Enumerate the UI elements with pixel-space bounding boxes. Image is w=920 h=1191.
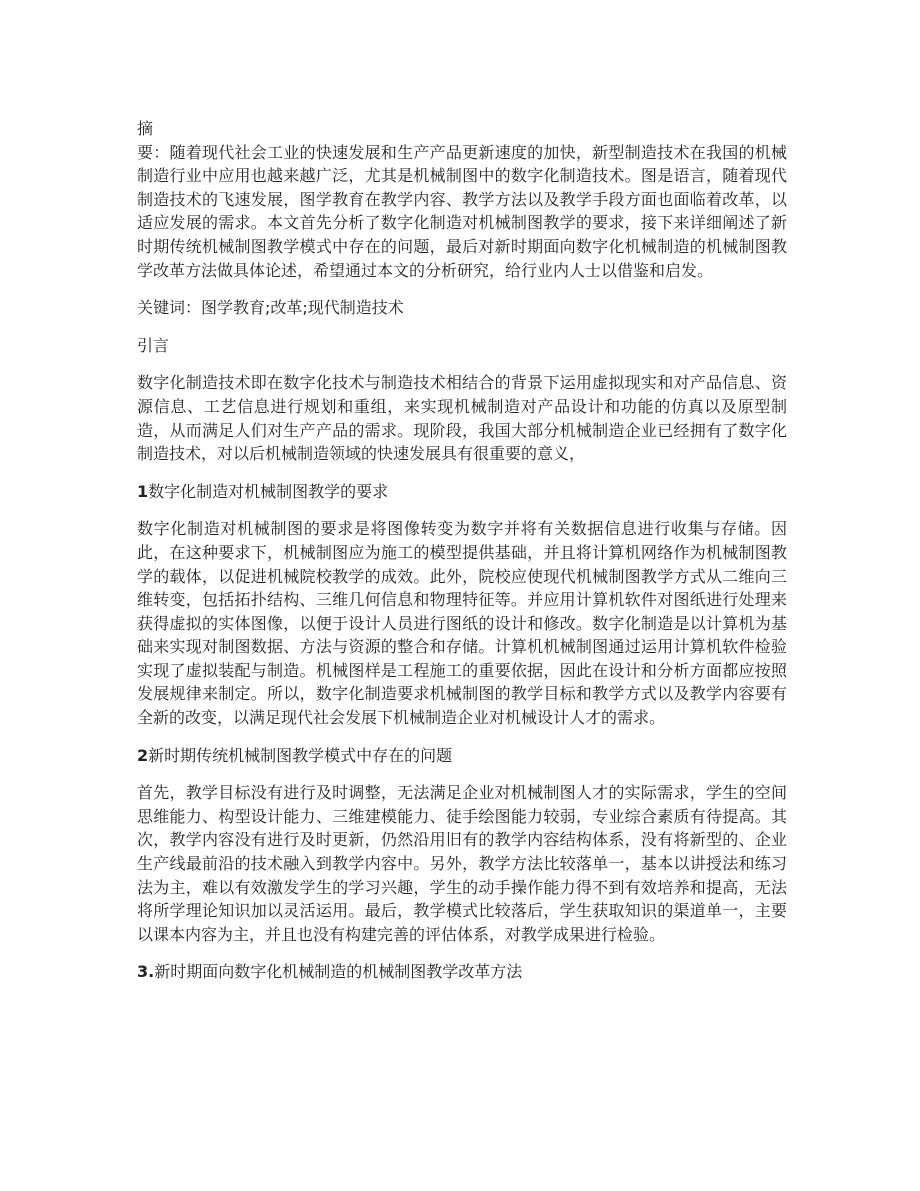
section-1-number: 1 <box>137 481 149 501</box>
section-3-title-text: 新时期面向数字化机械制造的机械制图教学改革方法 <box>154 962 523 982</box>
keywords-line: 关键词：图学教育;改革;现代制造技术 <box>137 298 404 318</box>
section-3-title <box>137 960 787 984</box>
intro-heading: 引言 <box>137 335 170 355</box>
abstract-text: 要：随着现代社会工业的快速发展和生产产品更新速度的加快，新型制造技术在我国的机械制造行业中应用也越来越广泛，尤其是机械制图中的数字化制造技术。图是语言，随着现代制造技术的飞速发展，图学教育在教学内容、教学方法以及教学手段方面也面临着改革，以适应发展的需求。本文首先分析了数字化制造对机械制图教学的要求，接下来详细阐述了新时期传统机械制图教学模式中存在的问题，最后对新时期面向数字化机械制造的机械制图教学改革方法做具体论述，希望通过本文的分析研究，给行业内人士以借鉴和启发。 <box>137 142 787 280</box>
section-1-paragraph: 数字化制造对机械制图的要求是将图像转变为数字并将有关数据信息进行收集与存储。因此，在这种要求下，机械制图应为施工的模型提供基础，并且将计算机网络作为机械制图教学的载体，以促进机械院校教学的成效。此外，院校应使现代机械制图教学方式从二维向三维转变，包括拓扑结构、三维几何信息和物理特征等。并应用计算机软件对图纸进行处理来获得虚拟的实体图像，以便于设计人员进行图纸的设计和修改。数字化制造是以计算机为基础来实现对制图数据、方法与资源的整合和存储。计算机机械制图通过运用计算机软件检验实现了虚拟装配与制造。机械图样是工程施工的重要依据，因此在设计和分析方面都应按照发展规律来制定。所以，数字化制造要求机械制图的教学目标和教学方式以及教学内容要有全新的改变，以满足现代社会发展下机械制造企业对机械设计人才的需求。 <box>137 519 787 728</box>
section-2-title <box>137 744 787 768</box>
abstract-heading: 摘 <box>137 119 154 138</box>
section-3-number: 3. <box>137 962 155 982</box>
section-2-number: 2 <box>137 745 149 765</box>
section-1-title-text: 数字化制造对机械制图教学的要求 <box>148 481 389 501</box>
section-1-title <box>137 480 787 504</box>
document-page <box>137 117 787 998</box>
intro-paragraph: 数字化制造技术即在数字化技术与制造技术相结合的背景下运用虚拟现实和对产品信息、资源信息、工艺信息进行规划和重组，来实现机械制造对产品设计和功能的仿真以及原型制造，从而满足人们对生产产品的需求。现阶段，我国大部分机械制造企业已经拥有了数字化制造技术，对以后机械制造领域的快速发展具有很重要的意义， <box>137 373 787 464</box>
section-2-paragraph: 首先，教学目标没有进行及时调整，无法满足企业对机械制图人才的实际需求，学生的空间思维能力、构型设计能力、三维建模能力、徒手绘图能力较弱，专业综合素质有待提高。其次，教学内容没有进行及时更新，仍然沿用旧有的教学内容结构体系，没有将新型的、企业生产线最前沿的技术融入到教学内容中。另外，教学方法比较落单一，基本以讲授法和练习法为主，难以有效激发学生的学习兴趣，学生的动手操作能力得不到有效培养和提高，无法将所学理论知识加以灵活运用。最后，教学模式比较落后，学生获取知识的渠道单一，主要以课本内容为主，并且也没有构建完善的评估体系，对教学成果进行检验。 <box>137 783 787 944</box>
section-2-title-text: 新时期传统机械制图教学模式中存在的问题 <box>148 745 453 765</box>
